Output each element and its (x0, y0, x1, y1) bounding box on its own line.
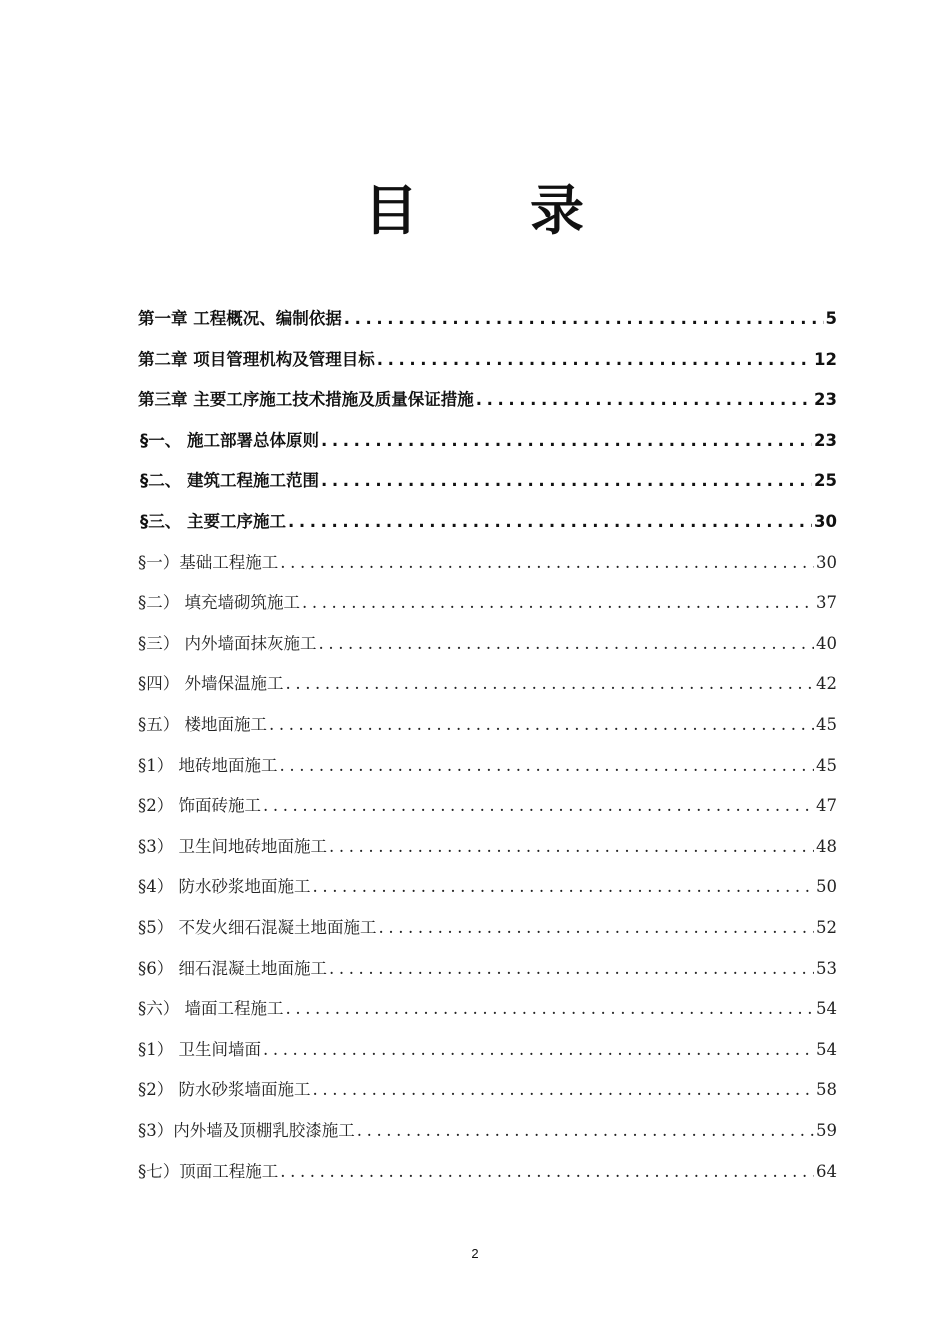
toc-entry-label: 第三章 主要工序施工技术措施及质量保证措施 (138, 390, 474, 410)
toc-entry[interactable] (138, 914, 837, 948)
toc-entry-page: 23 (814, 430, 837, 450)
toc-entry[interactable] (138, 995, 837, 1029)
toc-entry[interactable] (138, 752, 837, 786)
toc-leader-dots (357, 1121, 814, 1140)
toc-entry-page: 45 (816, 755, 837, 775)
toc-entry-page: 30 (814, 512, 837, 531)
toc-entry-label: §七）顶面工程施工 (138, 1161, 279, 1181)
toc-entry-page: 12 (814, 349, 837, 369)
toc-entry[interactable] (138, 386, 837, 420)
toc-leader-dots (280, 1162, 814, 1181)
toc-entry[interactable] (138, 589, 837, 623)
toc-entry-label: §一）基础工程施工 (138, 552, 279, 572)
toc-leader-dots (321, 471, 812, 490)
toc-entry[interactable] (138, 346, 837, 380)
toc-entry-label: §四） 外墙保温施工 (138, 674, 284, 694)
toc-entry-label: §三、 主要工序施工 (140, 512, 286, 531)
toc-entry-page: 64 (816, 1161, 837, 1181)
toc-entry-page: 53 (816, 958, 837, 978)
toc-leader-dots (269, 715, 814, 734)
toc-entry[interactable] (138, 833, 837, 867)
toc-entry-page: 50 (816, 877, 837, 897)
toc-entry-page: 5 (825, 309, 837, 328)
toc-title-part2: 录 (530, 178, 586, 242)
toc-entry[interactable] (138, 711, 837, 745)
toc-entry-label: §1） 卫生间墙面 (138, 1039, 261, 1059)
toc-entry-page: 45 (816, 715, 837, 734)
toc-entry[interactable] (138, 1036, 837, 1070)
toc-leader-dots (319, 634, 815, 653)
toc-entry-page: 58 (816, 1080, 837, 1100)
toc-entry-label: §4） 防水砂浆地面施工 (138, 877, 311, 897)
toc-entry-label: §2） 防水砂浆墙面施工 (138, 1080, 311, 1100)
toc-leader-dots (344, 309, 824, 328)
toc-entry[interactable] (138, 305, 837, 339)
toc-entry-page: 48 (816, 836, 837, 856)
toc-leader-dots (313, 1080, 815, 1099)
toc-entry-label: §三） 内外墙面抹灰施工 (138, 633, 317, 653)
toc-leader-dots (302, 593, 814, 612)
toc-leader-dots (286, 999, 815, 1018)
toc-entry[interactable] (138, 955, 837, 989)
toc-entry-label: §1） 地砖地面施工 (138, 755, 278, 775)
toc-leader-dots (280, 553, 814, 572)
toc-entry-label: §3）内外墙及顶棚乳胶漆施工 (138, 1121, 355, 1140)
toc-entry-page: 23 (814, 390, 837, 410)
toc-leader-dots (379, 918, 815, 937)
toc-entry-label: §2） 饰面砖施工 (138, 796, 261, 816)
toc-leader-dots (280, 756, 815, 775)
toc-entry[interactable] (138, 630, 837, 664)
toc-entry-label: §二、 建筑工程施工范围 (140, 471, 319, 491)
toc-entry[interactable] (138, 427, 837, 461)
toc-entry-label: §五） 楼地面施工 (138, 715, 267, 734)
toc-leader-dots (263, 796, 814, 815)
toc-leader-dots (263, 1040, 814, 1059)
toc-leader-dots (313, 877, 815, 896)
toc-entry-label: §二） 填充墙砌筑施工 (138, 593, 300, 613)
toc-entry-page: 42 (816, 674, 837, 694)
toc-entry-label: §一、 施工部署总体原则 (140, 430, 319, 450)
toc-entry[interactable] (138, 1076, 837, 1110)
toc-leader-dots (329, 837, 814, 856)
toc-entry[interactable] (138, 549, 837, 583)
toc-entry-label: §5） 不发火细石混凝土地面施工 (138, 918, 377, 937)
toc-entry[interactable] (138, 1117, 837, 1151)
toc-entry[interactable] (138, 508, 837, 542)
toc-entry-label: §六） 墙面工程施工 (138, 999, 284, 1019)
toc-leader-dots (321, 431, 812, 450)
toc-entry[interactable] (138, 1158, 837, 1192)
toc-entry-page: 54 (816, 1039, 837, 1059)
toc-entry-page: 52 (816, 918, 837, 937)
toc-entry-page: 25 (814, 471, 837, 491)
toc-entry-label: 第二章 项目管理机构及管理目标 (138, 349, 375, 369)
toc-entry[interactable] (138, 670, 837, 704)
toc-leader-dots (476, 390, 812, 409)
toc-entry-label: §3） 卫生间地砖地面施工 (138, 836, 327, 856)
toc-entry[interactable] (138, 467, 837, 501)
toc-leader-dots (288, 512, 812, 531)
toc-leader-dots (286, 674, 815, 693)
toc-entry-label: §6） 细石混凝土地面施工 (138, 958, 327, 978)
page-number: 2 (471, 1246, 479, 1261)
toc-leader-dots (329, 959, 814, 978)
toc-entry[interactable] (138, 792, 837, 826)
toc-entry-page: 30 (816, 552, 837, 572)
toc-entry-page: 54 (816, 999, 837, 1019)
toc-entry-page: 47 (816, 796, 837, 816)
toc-entry-page: 37 (816, 593, 837, 613)
toc-title-part1: 目 (364, 178, 420, 242)
toc-title (0, 168, 950, 245)
toc-entry-page: 40 (816, 633, 837, 653)
toc-entry[interactable] (138, 873, 837, 907)
toc-leader-dots (377, 350, 812, 369)
toc-entry-page: 59 (816, 1121, 837, 1140)
toc-entry-label: 第一章 工程概况、编制依据 (138, 309, 342, 328)
